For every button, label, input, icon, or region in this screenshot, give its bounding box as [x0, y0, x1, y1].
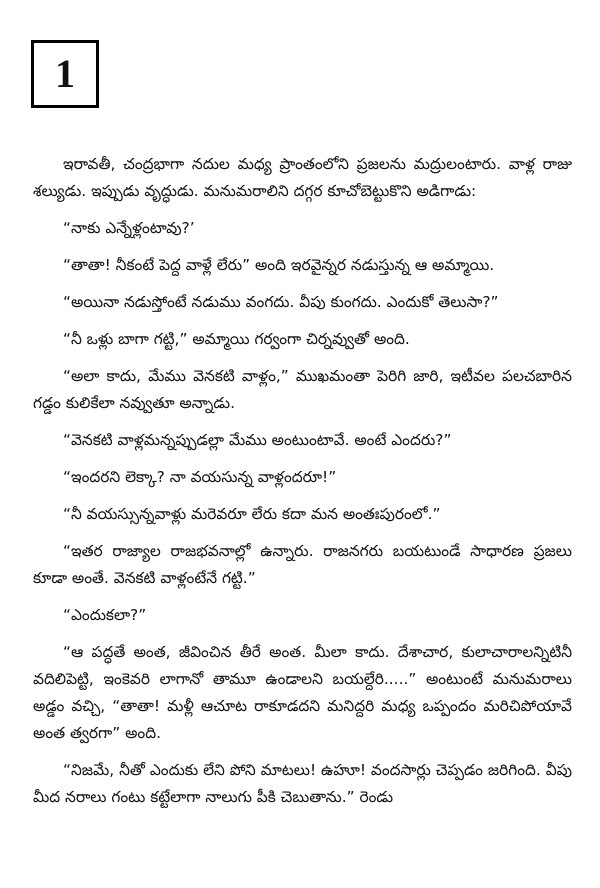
paragraph: “నాకు ఎన్నేళ్లంటావు?’	[63, 219, 195, 237]
paragraph: “ఆ పద్ధతే అంత, జీవించిన తీరే అంత. మీలా కాదు. దేశాచార, కులాచారాలన్నిటినీ వదిలిపెట్టి, ఇంకెవరి లాగానో తామూ ఉండాలని బయల్దేరి.....” అంటుంటే మనుమరాలు అడ్డం వచ్చి, “తాతా! మళ్లీ ఆచూట రాకూడదని మనిద్దరి మధ్య ఒప్పందం మరిచిపోయావే అంత త్వరగా” అంది.	[33, 643, 572, 742]
paragraph: “నీ వయస్సున్నవాళ్లు మరెవరూ లేరు కదా మన అంతఃపురంలో.”	[63, 505, 441, 523]
page-body	[33, 151, 572, 811]
paragraph: ఇరావతీ, చంద్రభాగా నదుల మధ్య ప్రాంతంలోని ప్రజలను మద్రులంటారు. వాళ్ల రాజు శల్యుడు. ఇప్పుడు వృద్ధుడు. మనుమరాలిని దగ్గర కూచోబెట్టుకొని అడిగాడు:	[33, 155, 572, 200]
chapter-number-box	[31, 40, 99, 108]
paragraph: “ఎందుకలా?”	[63, 606, 147, 624]
paragraph: “అయినా నడుస్తోంటే నడుము వంగదు. వీపు కుంగదు. ఎందుకో తెలుసా?”	[63, 293, 499, 311]
chapter-number: 1	[55, 51, 75, 96]
paragraph: “తాతా! నీకంటే పెద్ద వాళ్లే లేరు” అంది ఇరవైన్నర నడుస్తున్న ఆ అమ్మాయి.	[63, 256, 495, 274]
paragraph: “ఇందరని లెక్కా? నా వయసున్న వాళ్లందరూ!”	[63, 468, 337, 486]
paragraph: “వెనకటి వాళ్లమన్నప్పుడల్లా మేము అంటుంటావే. అంటే ఎందరు?”	[63, 431, 452, 449]
paragraph: “అలా కాదు, మేము వెనకటి వాళ్లం,” ముఖమంతా పెరిగి జారి, ఇటీవల పలచబారిన గడ్డం కులికేలా నవ్వుతూ అన్నాడు.	[33, 367, 572, 412]
paragraph: “నీ ఒళ్లు బాగా గట్టి,” అమ్మాయి గర్వంగా చిర్నవ్వుతో అంది.	[63, 330, 410, 348]
paragraph: “నిజమే, నీతో ఎందుకు లేని పోని మాటలు! ఉహూ! వందసార్లు చెప్పడం జరిగింది. వీపు మీద నరాలు గంటు కట్టేలాగా నాలుగు పీకి చెబుతాను.” రెండు	[33, 761, 572, 806]
paragraph: “ఇతర రాజ్యాల రాజభవనాల్లో ఉన్నారు. రాజనగరు బయటుండే సాధారణ ప్రజలు కూడా అంతే. వెనకటి వాళ్లంటేనే గట్టి.”	[33, 542, 572, 587]
